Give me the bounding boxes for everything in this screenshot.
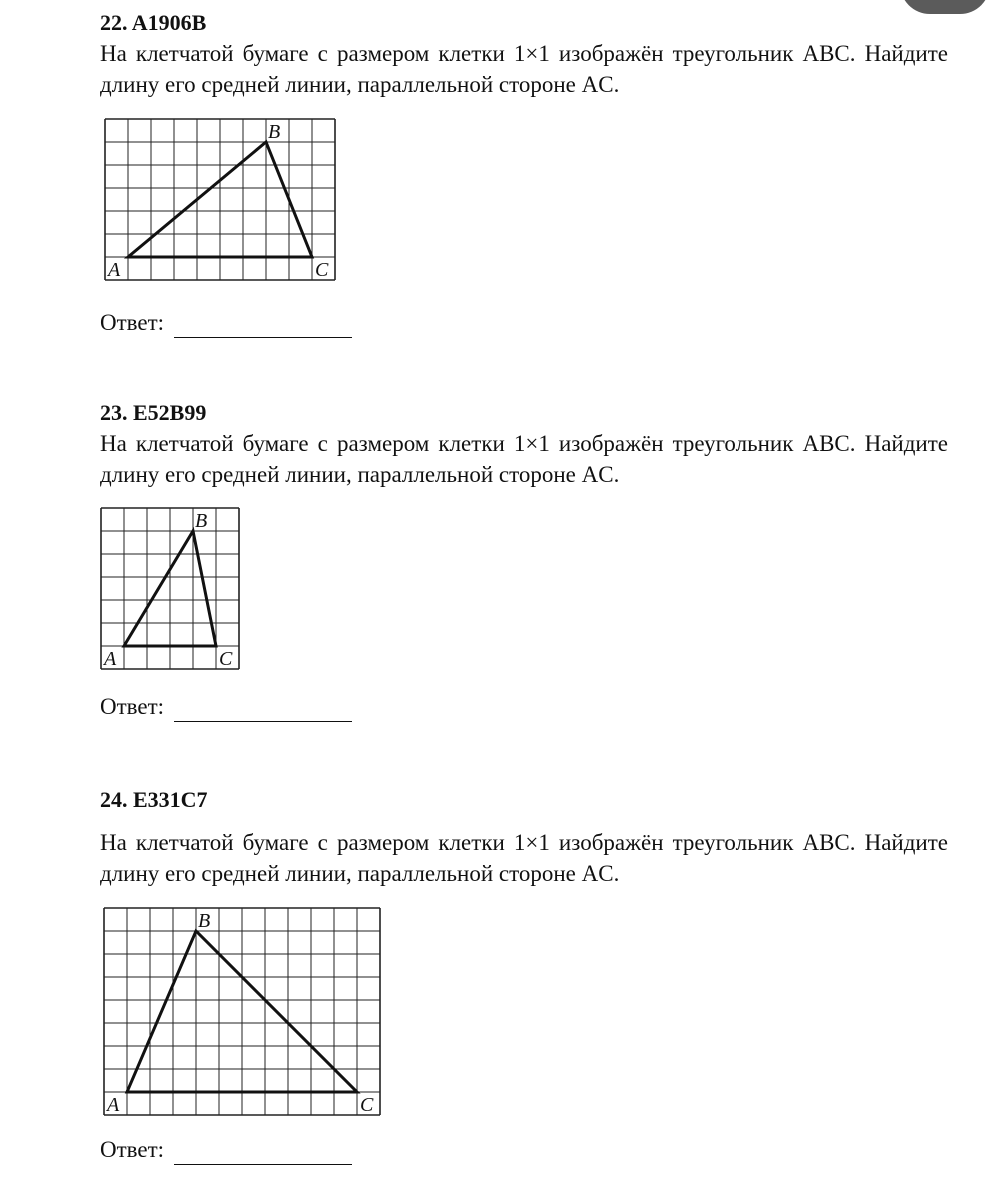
vertex-label-a: A	[108, 259, 121, 281]
vertex-label-c: C	[360, 1094, 374, 1116]
problem-text: На клетчатой бумаге с размером клетки 1×1 изображён треугольник ABC. Найдите длину его средней линии, параллельной стороне AC.	[100, 431, 948, 487]
answer-blank[interactable]	[174, 699, 352, 722]
answer-blank[interactable]	[174, 315, 352, 338]
problem-text: На клетчатой бумаге с размером клетки 1×1 изображён треугольник ABC. Найдите длину его средней линии, параллельной стороне AC.	[100, 41, 948, 97]
vertex-label-c: C	[315, 259, 329, 281]
problem-number: 24. E331C7	[100, 787, 208, 812]
vertex-label-b: B	[195, 510, 208, 532]
vertex-label-b: B	[268, 121, 281, 143]
vertex-label-c: C	[219, 648, 233, 670]
answer-row	[100, 1135, 352, 1165]
triangle-figure-24	[104, 908, 380, 1115]
problem-23	[100, 398, 948, 490]
answer-blank[interactable]	[174, 1142, 352, 1165]
problem-22	[100, 8, 948, 100]
vertex-label-a: A	[107, 1094, 120, 1116]
answer-label: Ответ:	[100, 1137, 165, 1162]
triangle-figure-23	[101, 508, 239, 669]
answer-label: Ответ:	[100, 694, 165, 719]
problem-number: 23. E52B99	[100, 400, 207, 425]
triangle-figure-22	[105, 119, 335, 280]
problem-text: На клетчатой бумаге с размером клетки 1×1 изображён треугольник ABC. Найдите длину его средней линии, параллельной стороне AC.	[100, 830, 948, 886]
grid-figure	[101, 508, 239, 669]
grid-figure	[104, 908, 380, 1115]
problem-number: 22. A1906B	[100, 10, 207, 35]
answer-label: Ответ:	[100, 310, 165, 335]
grid-figure	[105, 119, 335, 280]
grid	[104, 908, 380, 1115]
vertex-label-b: B	[198, 910, 211, 932]
answer-row	[100, 308, 352, 338]
problem-24	[100, 785, 948, 889]
vertex-label-a: A	[104, 648, 117, 670]
answer-row	[100, 692, 352, 722]
